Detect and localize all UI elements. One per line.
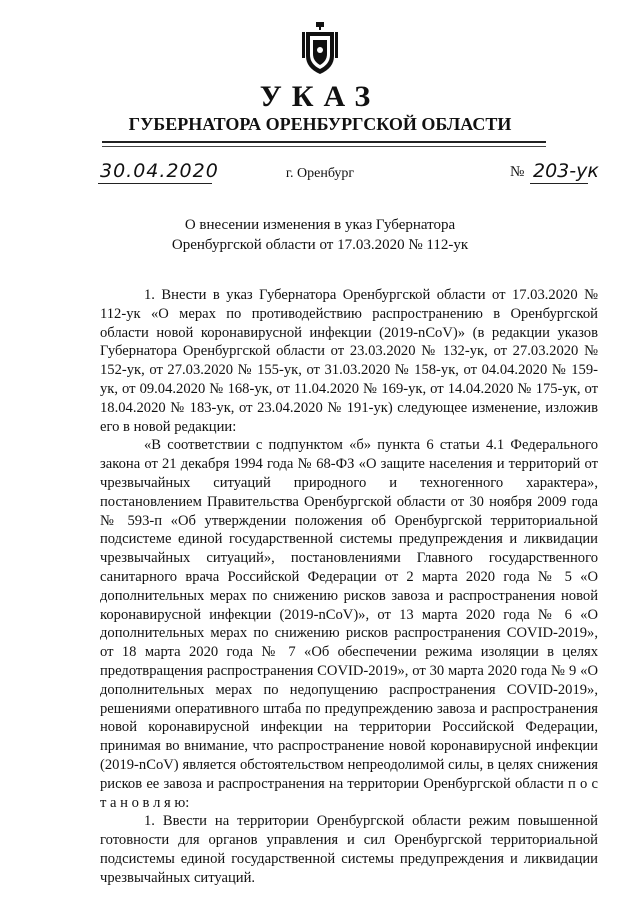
subject-line-2: Оренбургской области от 17.03.2020 № 112-ук xyxy=(171,237,469,253)
coat-of-arms-icon xyxy=(300,22,340,76)
document-date: 30.04.2020 xyxy=(100,160,219,182)
document-city: г. Оренбург xyxy=(285,166,355,181)
number-label: № xyxy=(510,164,525,180)
document-subject xyxy=(0,215,640,255)
header-divider-thin xyxy=(102,146,546,147)
date-underline xyxy=(98,183,212,184)
issuer-title: ГУБЕРНАТОРА ОРЕНБУРГСКОЙ ОБЛАСТИ xyxy=(128,114,512,134)
body-paragraph-3: 1. Ввести на территории Оренбургской области режим повышенной готовности для органов управления и сил Оренбургской территориальной подсистемы единой государственной системы предупреждения и ликвидации чрезвычайных ситуаций. xyxy=(100,813,598,886)
document-type-title: УКАЗ xyxy=(259,80,381,113)
body-paragraph-1: 1. Внести в указ Губернатора Оренбургской области от 17.03.2020 № 112-ук «О мерах по противодействию распространению в Оренбургской области новой коронавирусной инфекции (2019-nCoV)» (в редакции указов Губернатора Оренбургской области от 23.03.2020 № 132-ук, от 27.03.2020 № 152-ук, от 27.03.2020 № 155-ук, от 31.03.2020 № 158-ук, от 04.04.2020 № 159-ук, от 09.04.2020 № 168-ук, от 11.04.2020 № 169-ук, от 14.04.2020 № 175-ук, от 18.04.2020 № 183-ук, от 23.04.2020 № 191-ук) следующее изменение, изложив его в новой редакции: xyxy=(100,287,598,435)
number-underline xyxy=(530,183,588,184)
header-divider-thick xyxy=(102,141,546,143)
body-paragraph-2: «В соответствии с подпунктом «б» пункта 6 статьи 4.1 Федерального закона от 21 декабря 1994 года № 68-ФЗ «О защите населения и территорий от чрезвычайных ситуаций природного и техногенного характера», постановлением Правительства Оренбургской области от 30 ноября 2009 года № 593-п «Об утверждении положения об Оренбургской территориальной подсистеме единой государственной системы предупреждения и ликвидации чрезвычайных ситуаций», постановлениями Главного государственного санитарного врача Российской Федерации от 2 марта 2020 года № 5 «О дополнительных мерах по снижению рисков завоза и распространения новой коронавирусной инфекции (2019-nCoV)», от 13 марта 2020 года № 6 «О дополнительных мерах по снижению рисков распространения COVID-2019», от 18 марта 2020 года № 7 «Об обеспечении режима изоляции в целях предотвращения распространения COVID-2019», от 30 марта 2020 года № 9 «О дополнительных мерах по недопущению распространения COVID-2019», решениями оперативного штаба по предупреждению завоза и распространения новой коронавирусной инфекции на территории Российской Федерации, принимая во внимание, что распространение новой коронавирусной инфекции (2019-nCoV) является обстоятельством непреодолимой силы, в целях снижения рисков ее завоза и распространения на территории Оренбургской области п о с т а н о в л я ю: xyxy=(100,437,598,811)
document-number: 203-ук xyxy=(533,160,599,182)
document-body xyxy=(100,286,598,888)
subject-line-1: О внесении изменения в указ Губернатора xyxy=(184,217,456,233)
